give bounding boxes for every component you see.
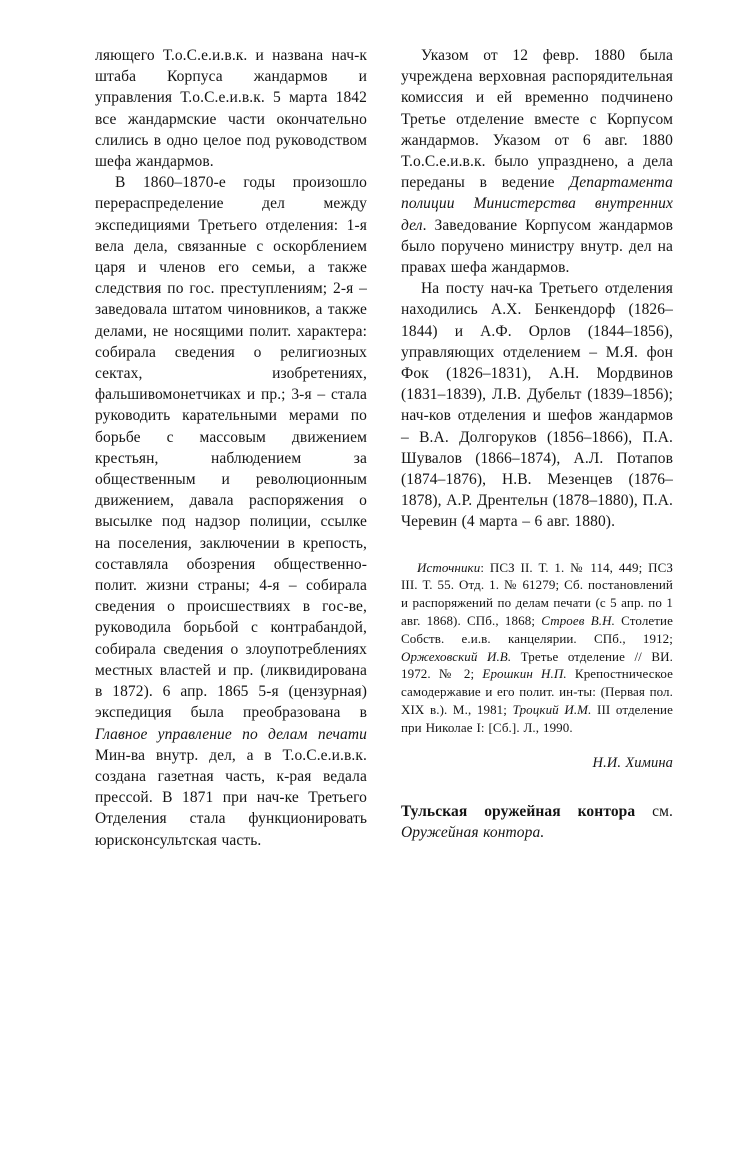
text-segment: Крепостническое самодержавие и его полит. ин-ты: (Первая пол. XIX в.). М., 1981; — [401, 666, 673, 718]
text-segment: Н.И. Химина — [592, 754, 673, 771]
text-segment: Мин-ва внутр. дел, а в Т.о.С.е.и.в.к. создана газетная часть, к-рая ведала прессой. В 1871 при нач-ке Третьего Отделения стала функционировать юрисконсультская часть. — [95, 746, 367, 849]
paragraph-body — [401, 278, 673, 532]
text-segment: Главное управление по делам печати — [95, 725, 367, 743]
paragraph-sources — [401, 559, 673, 737]
text-column-right — [401, 45, 673, 851]
text-segment: Третье отделение // ВИ. 1972. № 2; — [401, 648, 673, 682]
text-column-left — [95, 45, 367, 851]
two-column-text-block — [95, 45, 673, 851]
text-segment: Указом от 12 февр. 1880 была учреждена верховная распорядительная комиссия и ей временно подчинено Третье отделение вместе с Корпусом жандармов. Указом от 6 авг. 1880 Т.о.С.е.и.в.к. было упразднено, а дела переданы в ведение — [401, 47, 673, 192]
text-segment: : ПСЗ II. Т. 1. № 114, 449; ПСЗ III. Т. 55. Отд. 1. № 61279; Сб. постановлений и распоряжений по делам печати (с 5 апр. по 1 авг. 1868). СПб., 1868; — [401, 559, 673, 629]
paragraph-entry — [401, 801, 673, 843]
text-segment: Оружейная контора. — [401, 823, 545, 841]
text-segment: . Заведование Корпусом жандармов было поручено министру внутр. дел на правах шефа жандармов. — [401, 216, 673, 277]
paragraph-body — [401, 45, 673, 278]
text-segment: Строев В.Н. — [541, 613, 615, 629]
text-segment: Оржеховский И.В. — [401, 648, 512, 664]
paragraph-body — [95, 45, 367, 172]
text-segment: Тульская оружейная контора — [401, 802, 636, 820]
text-segment: III отделение при Николае I: [Сб.]. Л., 1990. — [401, 702, 673, 735]
text-segment: Департамента полиции Министерства внутренних дел — [401, 174, 673, 234]
text-segment: В 1860–1870-е годы произошло перераспределение дел между экспедициями Третьего отделения: 1-я вела дела, связанные с оскорблением царя и членов его семьи, а также следствия по гос. преступлениям; 2-я – заведовала штатом чиновников, а также делами, не носящими полит. характера: собирала сведения о религиозных сектах, изобретениях, фальшивомонетчиках и пр.; 3-я – стала руководить карательными мерами по борьбе с массовым движением крестьян, наблюдением за общественным и революционным движением, давала распоряжения о высылке под надзор полиции, ссылке на поселения, заключении в крепость, составляла обозрения общественно-полит. жизни страны; 4-я – собирала сведения о происшествиях в гос-ве, руководила борьбой с контрабандой, собирала сведения о злоупотреблениях местных властей и пр. (ликвидирована в 1872). 6 апр. 1865 5-я (цензурная) экспедиция была преобразована в — [95, 174, 367, 722]
paragraph-signature — [401, 753, 673, 773]
text-segment: см. — [635, 802, 673, 820]
text-segment: ляющего Т.о.С.е.и.в.к. и названа нач-к штаба Корпуса жандармов и управления Т.о.С.е.и.в.к. 5 марта 1842 все жандармские части окончательно слились в одно целое под руководством шефа жандармов. — [95, 47, 367, 171]
text-segment: На посту нач-ка Третьего отделения находились А.Х. Бенкендорф (1826–1844) и А.Ф. Орлов (1844–1856), управляющих отделением – М.Я. фон Фок (1826–1831), А.Н. Мордвинов (1831–1839), Л.В. Дубельт (1839–1856); нач-ков отделения и шефов жандармов – В.А. Долгоруков (1856–1866), П.А. Шувалов (1866–1874), А.Л. Потапов (1874–1876), Н.В. Мезенцев (1876–1878), А.Р. Дрентельн (1878–1880), П.А. Черевин (4 марта – 6 авг. 1880). — [401, 280, 673, 531]
text-segment: Троцкий И.М. — [512, 702, 592, 718]
paragraph-body — [95, 172, 367, 851]
text-segment: Ерошкин Н.П. — [482, 666, 567, 682]
text-segment: Источники — [417, 559, 481, 575]
text-segment: Столетие Собств. е.и.в. канцелярии. СПб., 1912; — [401, 613, 673, 646]
